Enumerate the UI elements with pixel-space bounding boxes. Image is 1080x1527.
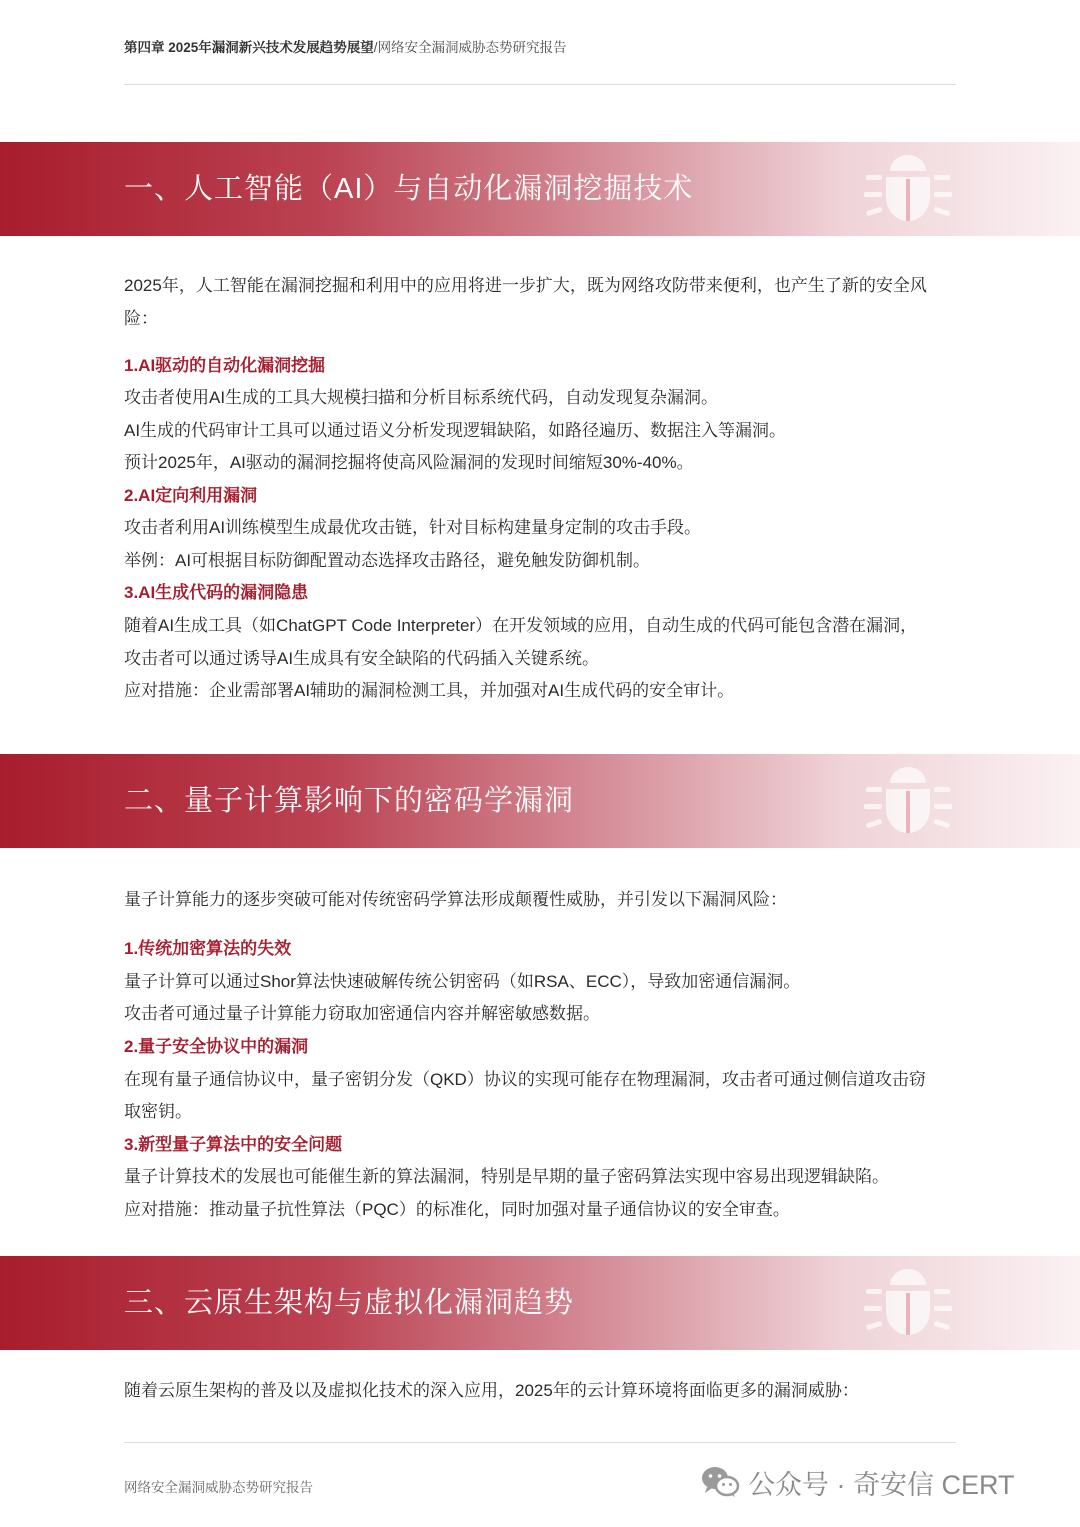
paragraph-line: 在现有量子通信协议中，量子密钥分发（QKD）协议的实现可能存在物理漏洞，攻击者可通过侧信道攻击窃 bbox=[124, 1070, 926, 1089]
section-title: 一、人工智能（AI）与自动化漏洞挖掘技术 bbox=[124, 173, 694, 205]
subsection-heading: 1.AI驱动的自动化漏洞挖掘 bbox=[124, 356, 326, 375]
paragraph-line: 量子计算可以通过Shor算法快速破解传统公钥密码（如RSA、ECC），导致加密通信漏洞。 bbox=[124, 972, 801, 991]
wechat-icon bbox=[700, 1465, 740, 1499]
bug-icon bbox=[862, 145, 954, 233]
subsection-heading: 1.传统加密算法的失效 bbox=[124, 939, 292, 958]
section-banner-1 bbox=[0, 142, 1080, 236]
section-banner-3 bbox=[0, 1256, 1080, 1350]
paragraph-line: 取密钥。 bbox=[124, 1102, 192, 1121]
bug-icon bbox=[862, 757, 954, 845]
paragraph-line: 攻击者使用AI生成的工具大规模扫描和分析目标系统代码，自动发现复杂漏洞。 bbox=[124, 388, 719, 407]
paragraph-line: 应对措施：企业需部署AI辅助的漏洞检测工具，并加强对AI生成代码的安全审计。 bbox=[124, 681, 735, 700]
footer-report-title: 网络安全漏洞威胁态势研究报告 bbox=[124, 1480, 313, 1495]
paragraph-line: 攻击者可以通过诱导AI生成具有安全缺陷的代码插入关键系统。 bbox=[124, 649, 600, 668]
header-report: 网络安全漏洞威胁态势研究报告 bbox=[377, 40, 567, 55]
subsection-heading: 2.AI定向利用漏洞 bbox=[124, 486, 258, 505]
running-header bbox=[124, 36, 567, 56]
section-title: 二、量子计算影响下的密码学漏洞 bbox=[124, 785, 575, 817]
watermark-text: 公众号 · 奇安信 CERT bbox=[748, 1469, 1015, 1500]
section-intro: 随着云原生架构的普及以及虚拟化技术的深入应用，2025年的云计算环境将面临更多的漏洞威胁： bbox=[124, 1381, 859, 1400]
paragraph-line: 举例：AI可根据目标防御配置动态选择攻击路径，避免触发防御机制。 bbox=[124, 551, 651, 570]
paragraph-line: 攻击者可通过量子计算能力窃取加密通信内容并解密敏感数据。 bbox=[124, 1004, 600, 1023]
header-separator: / bbox=[373, 40, 378, 55]
subsection-heading: 3.AI生成代码的漏洞隐患 bbox=[124, 583, 309, 602]
header-chapter: 第四章 2025年漏洞新兴技术发展趋势展望 bbox=[124, 40, 374, 55]
section-banner-2 bbox=[0, 754, 1080, 848]
paragraph-line: AI生成的代码审计工具可以通过语义分析发现逻辑缺陷，如路径遍历、数据注入等漏洞。 bbox=[124, 421, 787, 440]
paragraph-line: 预计2025年，AI驱动的漏洞挖掘将使高风险漏洞的发现时间缩短30%-40%。 bbox=[124, 453, 694, 472]
wechat-watermark bbox=[700, 1462, 1015, 1502]
bug-icon bbox=[862, 1259, 954, 1347]
paragraph-line: 应对措施：推动量子抗性算法（PQC）的标准化，同时加强对量子通信协议的安全审查。 bbox=[124, 1200, 790, 1219]
paragraph-line: 量子计算技术的发展也可能催生新的算法漏洞，特别是早期的量子密码算法实现中容易出现逻辑缺陷。 bbox=[124, 1167, 889, 1186]
subsection-heading: 2.量子安全协议中的漏洞 bbox=[124, 1037, 309, 1056]
header-divider bbox=[124, 84, 956, 85]
paragraph-line: 攻击者利用AI训练模型生成最优攻击链，针对目标构建量身定制的攻击手段。 bbox=[124, 518, 702, 537]
footer-divider bbox=[124, 1442, 956, 1443]
section-title: 三、云原生架构与虚拟化漏洞趋势 bbox=[124, 1287, 575, 1319]
section-intro: 量子计算能力的逐步突破可能对传统密码学算法形成颠覆性威胁，并引发以下漏洞风险： bbox=[124, 890, 787, 909]
paragraph-line: 随着AI生成工具（如ChatGPT Code Interpreter）在开发领域的应用，自动生成的代码可能包含潜在漏洞， bbox=[124, 616, 918, 635]
section-intro: 2025年，人工智能在漏洞挖掘和利用中的应用将进一步扩大，既为网络攻防带来便利，也产生了新的安全风险： bbox=[124, 276, 927, 328]
subsection-heading: 3.新型量子算法中的安全问题 bbox=[124, 1135, 343, 1154]
